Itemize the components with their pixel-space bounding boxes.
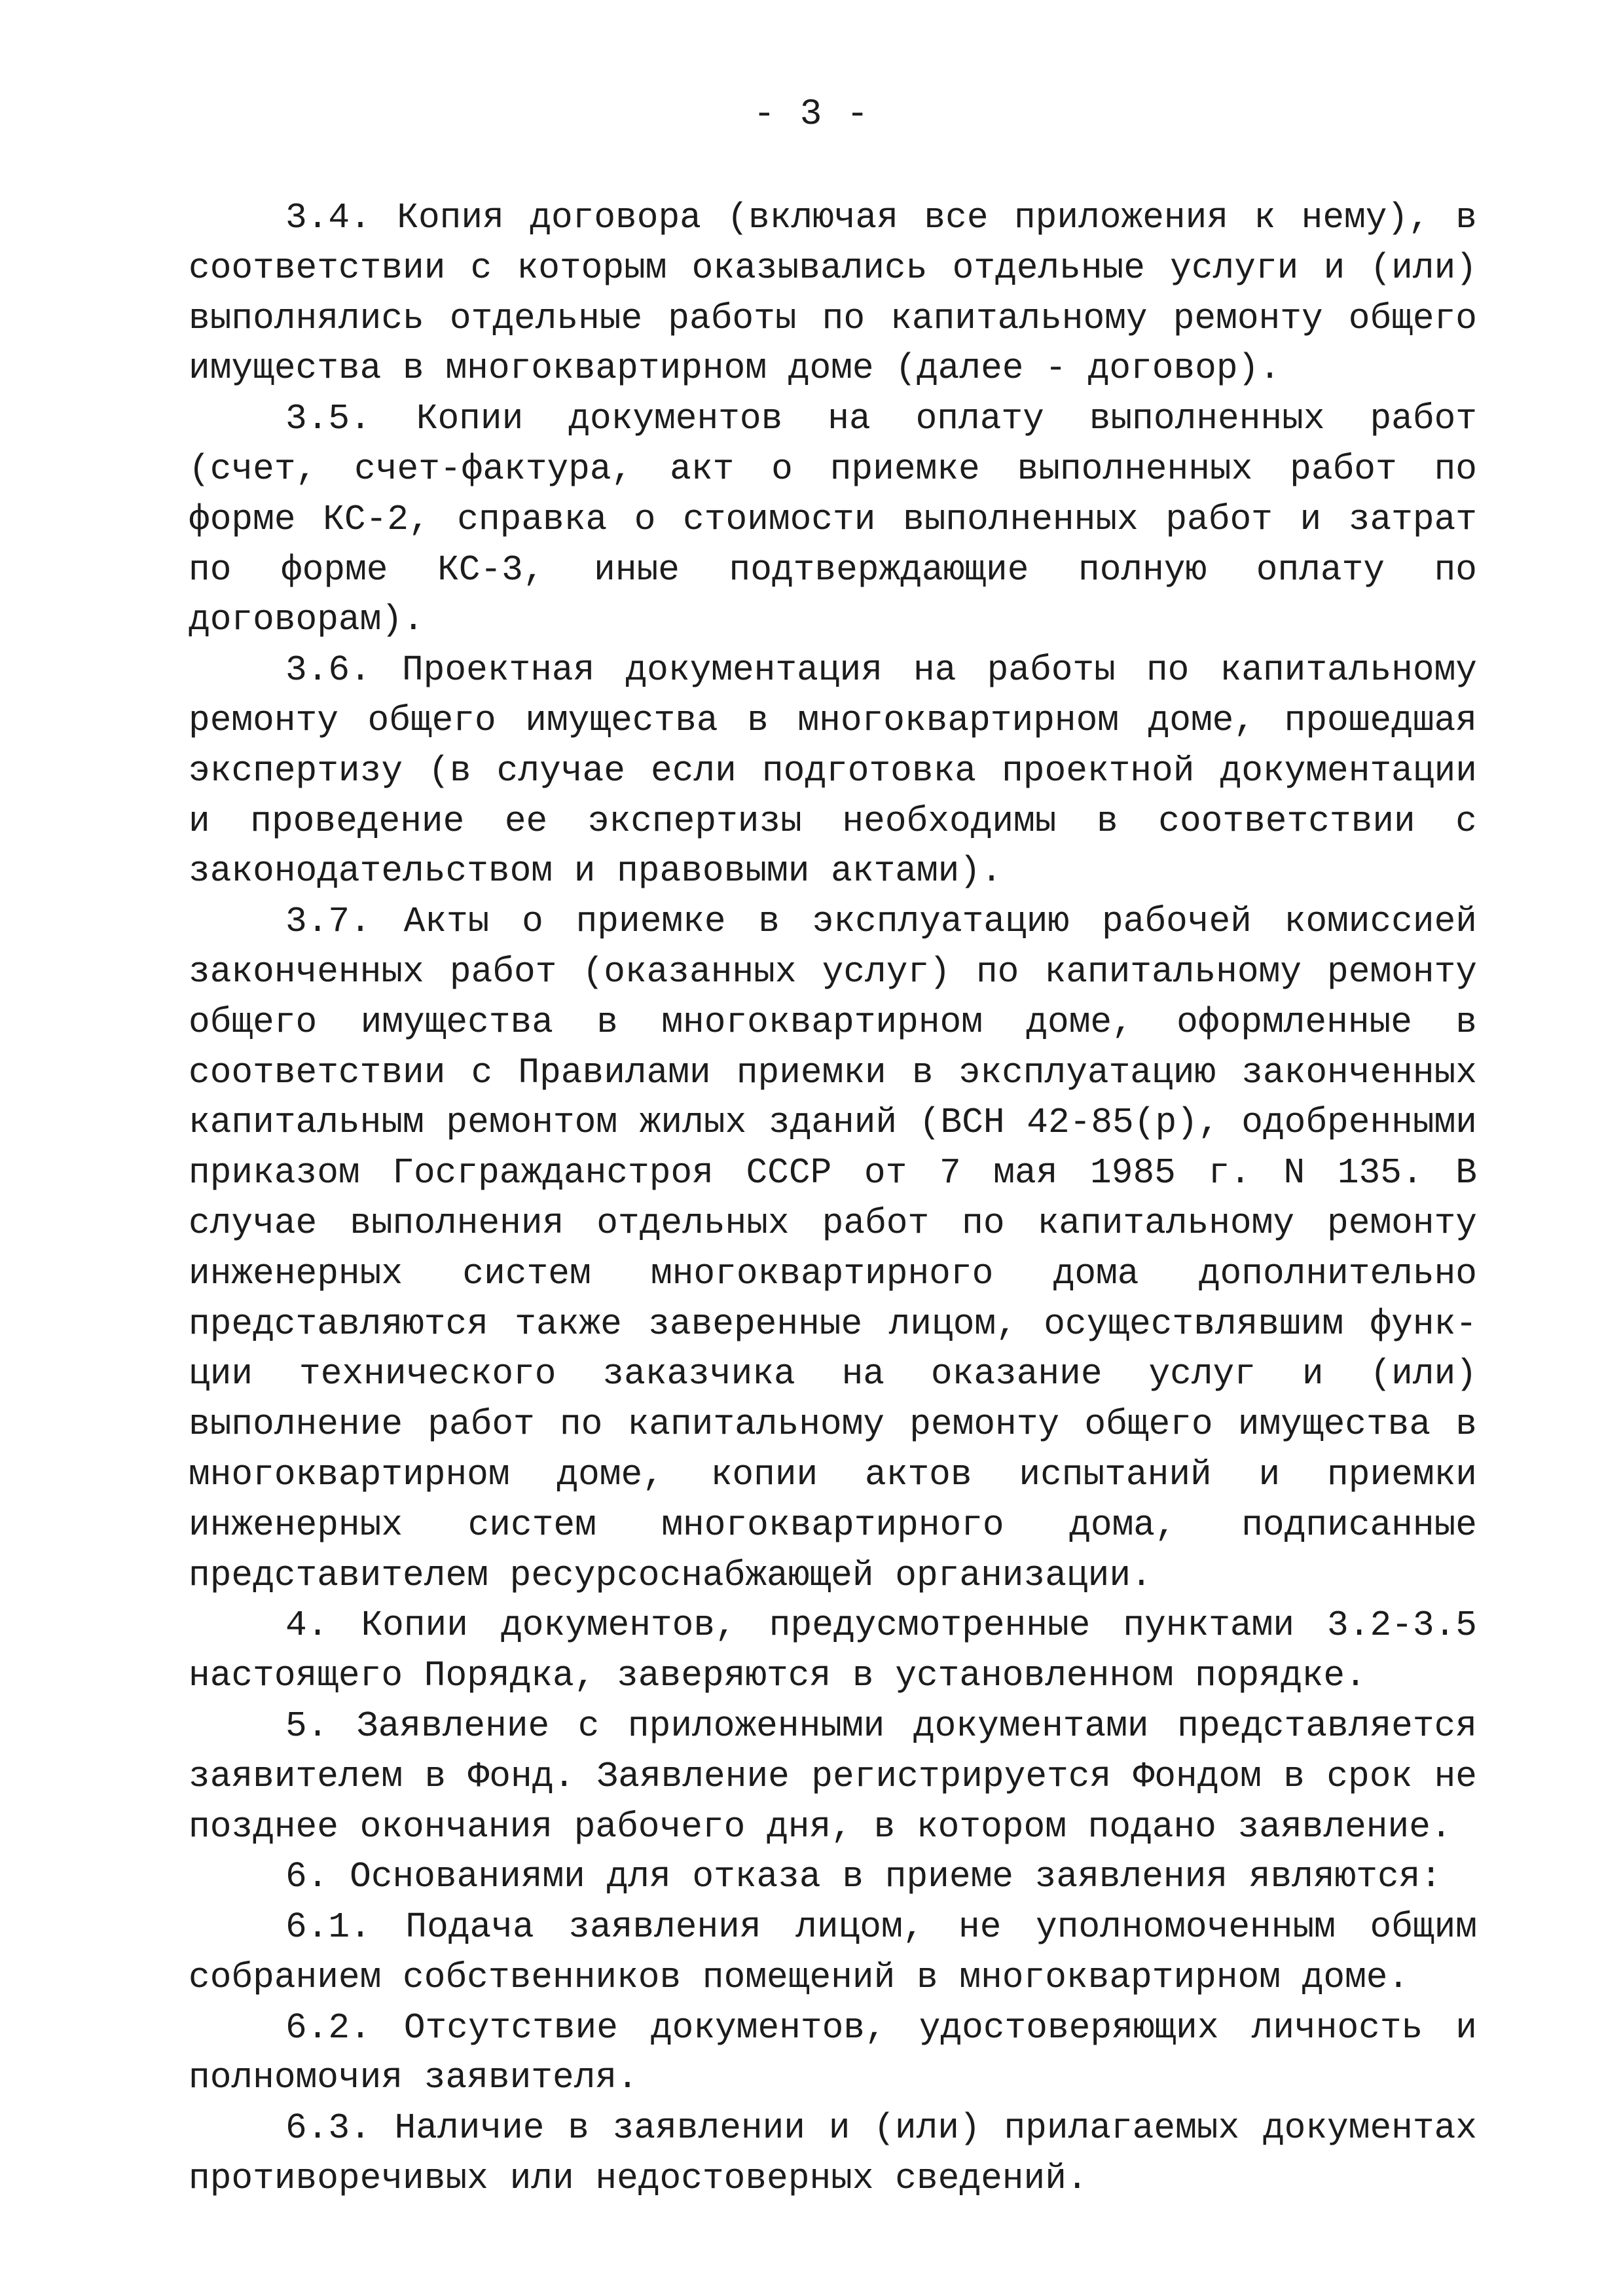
paragraph-3-4: 3.4. Копия договора (включая все приложения к нему), в соответствии с которым оказывались отдельные услуги и (или) выполнялись отдельные работы по капитальному ремонту общего имущества в многоквартирном доме (далее - договор). [189, 198, 1477, 390]
paragraph-3-6: 3.6. Проектная документация на работы по капитальному ремонту общего имущества в многоквартирном доме, прошедшая экспертизу (в случае если подготовка проектной документации и проведение ее экспертизы необходимы в соответствии с законодательством и правовыми актами). [189, 651, 1477, 892]
paragraph-3-7: 3.7. Акты о приемке в эксплуатацию рабочей комиссией законченных работ (оказанных услуг) по капитальному ремонту общего имущества в многоквартирном доме, оформленные в соответствии с Правилами приемки в эксплуатацию законченных капитальным ремонтом жилых зданий (ВСН 42-85(р), одобренными приказом Госгражданстроя СССР от 7 мая 1985 г. N 135. В случае выполнения отдельных работ по капитальному ремонту инженерных систем многоквартирного дома дополнительно представляются также заверенные лицом, осуществлявшим функции технического заказчика на оказание услуг и (или) выполнение работ по капитальному ремонту общего имущества в многоквартирном доме, копии актов испытаний и приемки инженерных систем многоквартирного дома, подписанные представителем ресурсоснабжающей организации. [189, 902, 1477, 1596]
paragraph-6: 6. Основаниями для отказа в приеме заявления являются: [285, 1857, 1442, 1898]
document-body [189, 194, 1477, 2205]
paragraph-6-3: 6.3. Наличие в заявлении и (или) прилагаемых документах противоречивых или недостоверных сведений. [189, 2109, 1477, 2200]
paragraph-6-1: 6.1. Подача заявления лицом, не уполномоченным общим собранием собственников помещений в многоквартирном доме. [189, 1908, 1477, 1998]
paragraph-5: 5. Заявление с приложенными документами представляется заявителем в Фонд. Заявление регистрируется Фондом в срок не позднее окончания рабочего дня, в котором подано заявление. [189, 1706, 1477, 1848]
paragraph-3-5: 3.5. Копии документов на оплату выполненных работ (счет, счет-фактура, акт о приемке выполненных работ по форме КС-2, справка о стоимости выполненных работ и затрат по форме КС-3, иные подтверждающие полную оплату по договорам). [189, 399, 1477, 641]
page-number: - 3 - [753, 93, 870, 135]
paragraph-6-2: 6.2. Отсутствие документов, удостоверяющих личность и полномочия заявителя. [189, 2008, 1477, 2099]
paragraph-4: 4. Копии документов, предусмотренные пунктами 3.2-3.5 настоящего Порядка, заверяются в установленном порядке. [189, 1606, 1477, 1697]
